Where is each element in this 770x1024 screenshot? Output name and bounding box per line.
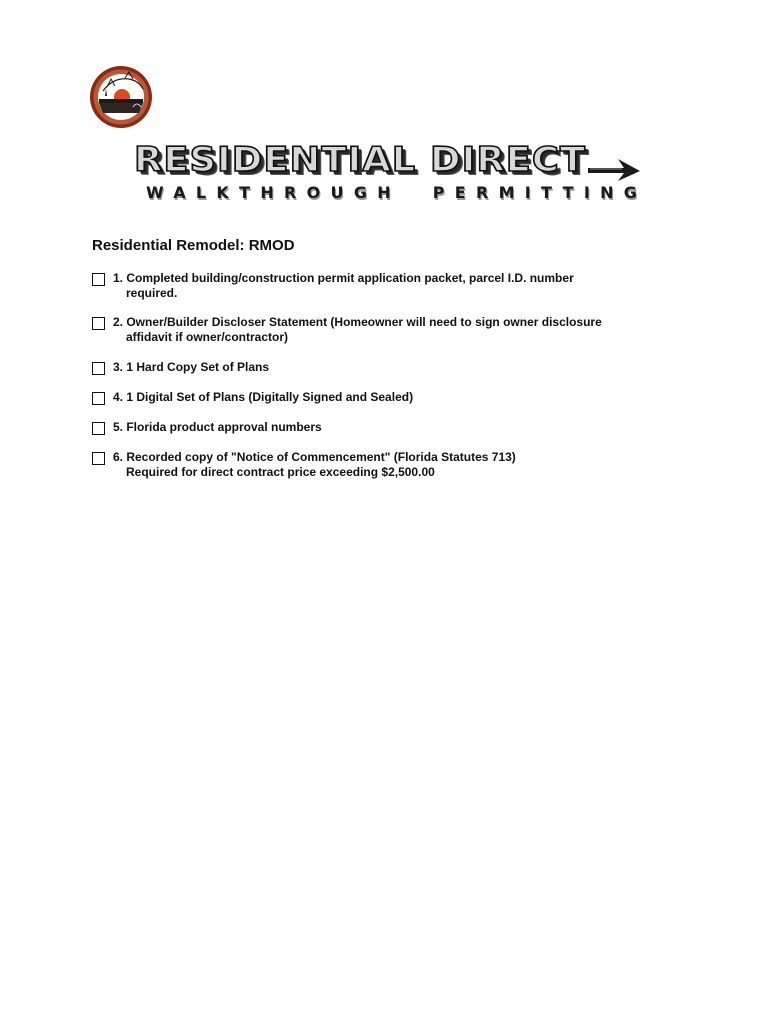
checklist-item-6 (92, 450, 652, 480)
checkbox-2[interactable] (92, 317, 105, 330)
residential-direct-banner (134, 140, 648, 215)
seal-horizon (99, 99, 143, 103)
banner-title: RESIDENTIAL DIRECT (134, 140, 587, 180)
item-line-2: Required for direct contract price exceeding $2,500.00 (126, 465, 435, 479)
item-line-1: 6. Recorded copy of "Notice of Commencement" (Florida Statutes 713) (113, 450, 516, 464)
item-line-2: affidavit if owner/contractor) (126, 330, 289, 344)
seal-ground (99, 103, 143, 113)
checklist-item-text (113, 450, 516, 480)
checkbox-4[interactable] (92, 392, 105, 405)
requirements-checklist (92, 271, 652, 480)
checklist-item-5 (92, 420, 652, 435)
checklist-item-1 (92, 271, 652, 301)
item-line-1: 2. Owner/Builder Discloser Statement (Homeowner will need to sign owner disclosure (113, 315, 602, 329)
item-line-1: 1. Completed building/construction permit application packet, parcel I.D. number (113, 271, 574, 285)
checklist-item-text (113, 360, 269, 375)
checklist-item-text (113, 271, 574, 301)
checklist-item-2 (92, 315, 652, 345)
checklist-item-3 (92, 360, 652, 375)
county-seal-logo (89, 65, 153, 129)
item-line-1: 4. 1 Digital Set of Plans (Digitally Signed and Sealed) (113, 390, 414, 404)
item-line-2: required. (126, 286, 178, 300)
banner-subtitle: WALKTHROUGH PERMITTING (146, 183, 648, 202)
checklist-item-text (113, 390, 413, 405)
checkbox-6[interactable] (92, 452, 105, 465)
item-line-1: 3. 1 Hard Copy Set of Plans (113, 360, 270, 374)
checkbox-1[interactable] (92, 273, 105, 286)
checkbox-3[interactable] (92, 362, 105, 375)
section-title: Residential Remodel: RMOD (92, 237, 295, 254)
checklist-item-4 (92, 390, 652, 405)
checklist-item-text (113, 315, 602, 345)
checkbox-5[interactable] (92, 422, 105, 435)
item-line-1: 5. Florida product approval numbers (113, 420, 322, 434)
checklist-item-text (113, 420, 322, 435)
